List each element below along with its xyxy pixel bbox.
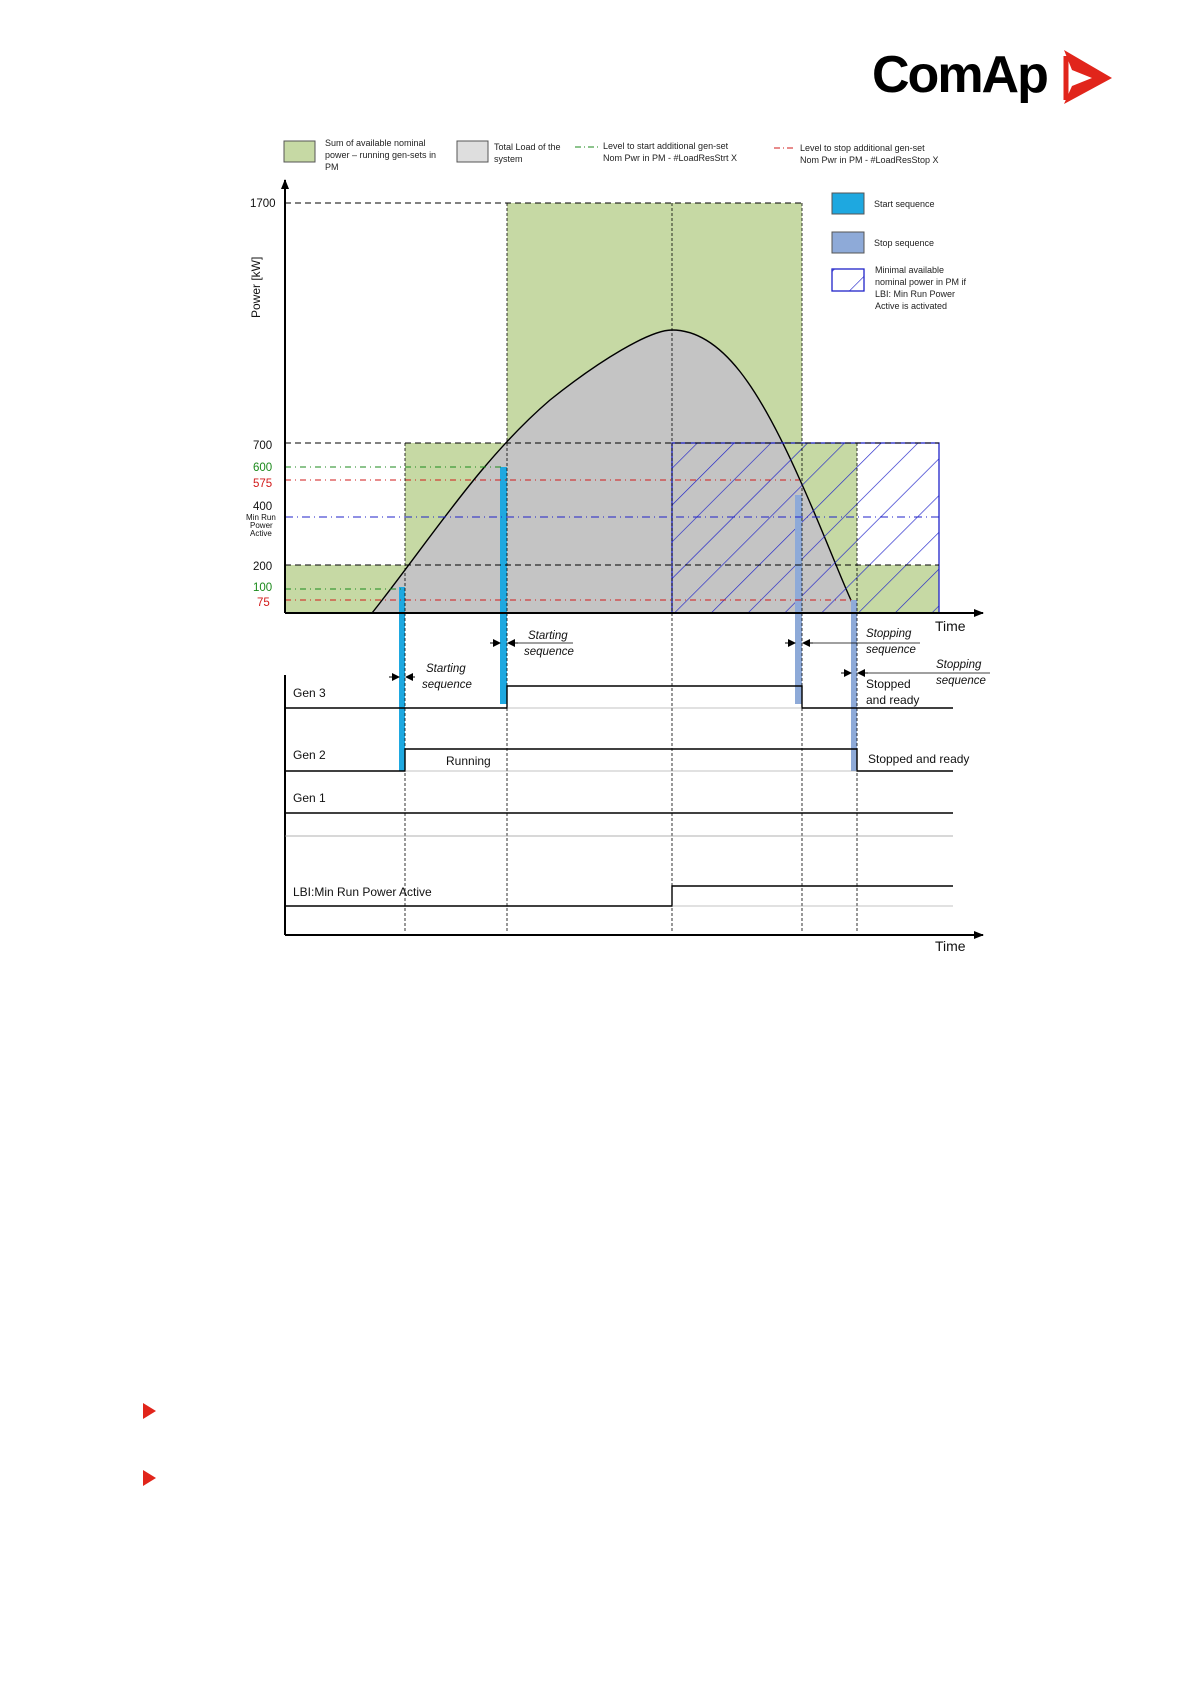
legend-load-swatch: [457, 141, 488, 162]
legend-load-l1: Total Load of the: [494, 142, 561, 152]
legend-start-level-l1: Level to start additional gen-set: [603, 141, 729, 151]
gen2-label: Gen 2: [293, 748, 326, 762]
time-label-top: Time: [935, 618, 966, 634]
logo-arrow-icon: [1064, 50, 1112, 104]
tick-575: 575: [253, 478, 273, 490]
min-run-l1: Min Run: [246, 513, 276, 522]
gen3-stopped-l1: Stopped: [866, 677, 911, 691]
logo-text: ComAp: [872, 46, 1047, 104]
min-run-power-hatch: [672, 443, 939, 613]
bullet-arrow-icon: [143, 1470, 156, 1486]
legend-stop-level-l1: Level to stop additional gen-set: [800, 143, 925, 153]
start-seq-bar-gen3: [500, 467, 507, 704]
legend-available-swatch: [284, 141, 315, 162]
stop-seq-bar-gen2: [851, 600, 857, 771]
min-run-l3: Active: [250, 529, 272, 538]
starting-seq-gen3-l2: sequence: [524, 646, 574, 658]
legend-available-l1: Sum of available nominal: [325, 138, 426, 148]
tick-200: 200: [253, 561, 273, 573]
legend-stop-seq-label: Stop sequence: [874, 238, 935, 248]
stopping-seq-gen2-l1: Stopping: [936, 659, 982, 671]
y-axis-label: Power [kW]: [249, 256, 263, 318]
starting-seq-gen2-l1: Starting: [426, 663, 466, 675]
legend-available-l3: PM: [325, 162, 339, 172]
legend-min-power-swatch: [832, 269, 864, 291]
legend-available-l2: power – running gen-sets in: [325, 150, 437, 160]
legend-stop-seq-swatch: [832, 232, 864, 253]
tick-600: 600: [253, 462, 273, 474]
gen1-label: Gen 1: [293, 791, 326, 805]
legend-stop-level-l2: Nom Pwr in PM - #LoadResStop X: [800, 155, 939, 165]
legend-start-seq-swatch: [832, 193, 864, 214]
legend-start-level-l2: Nom Pwr in PM - #LoadResStrt X: [603, 153, 738, 163]
gen2-stopped: Stopped and ready: [868, 752, 970, 766]
stopping-seq-gen3-l1: Stopping: [866, 628, 912, 640]
tick-700: 700: [253, 440, 273, 452]
comap-logo: [872, 46, 1112, 104]
tick-100: 100: [253, 582, 273, 594]
lbi-label: LBI:Min Run Power Active: [293, 885, 432, 899]
legend-min-power-l2: nominal power in PM if: [875, 277, 967, 287]
tick-75: 75: [257, 597, 270, 609]
legend-start-seq-label: Start sequence: [874, 199, 935, 209]
gen2-running: Running: [446, 754, 491, 768]
legend-min-power-l3: LBI: Min Run Power: [875, 289, 956, 299]
start-seq-bar-gen2: [399, 587, 405, 771]
starting-seq-gen2-l2: sequence: [422, 679, 472, 691]
legend-load-l2: system: [494, 154, 523, 164]
signal-traces: [285, 677, 969, 906]
legend-min-power-l1: Minimal available: [875, 265, 945, 275]
starting-seq-gen3-l1: Starting: [528, 630, 568, 642]
time-label-bottom: Time: [935, 938, 966, 954]
tick-1700: 1700: [250, 198, 276, 210]
legend-min-power-l4: Active is activated: [875, 301, 948, 311]
bullet-arrow-icon: [143, 1403, 156, 1419]
stopping-seq-gen3-l2: sequence: [866, 644, 916, 656]
tick-400: 400: [253, 501, 273, 513]
gen3-label: Gen 3: [293, 686, 326, 700]
stopping-seq-gen2-l2: sequence: [936, 675, 986, 687]
gen3-stopped-l2: and ready: [866, 693, 920, 707]
min-run-l2: Power: [250, 521, 273, 530]
